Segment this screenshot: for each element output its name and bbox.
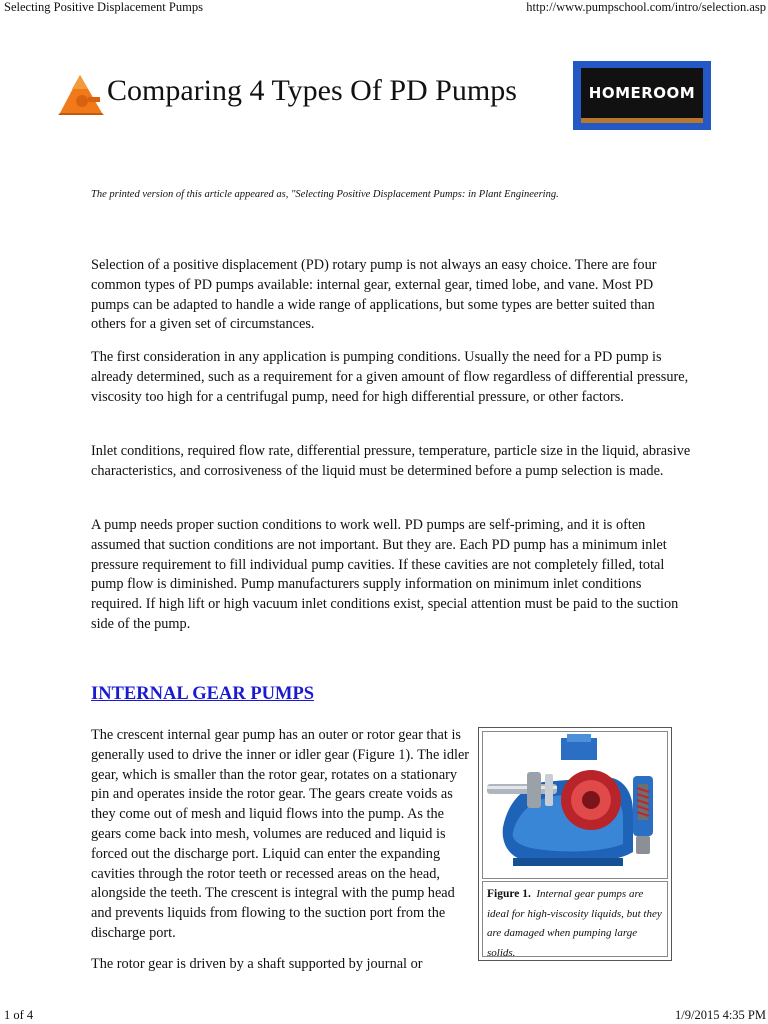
page-header-title: Selecting Positive Displacement Pumps [4, 0, 203, 14]
conditions-paragraph: The first consideration in any application is pumping conditions. Usually the need for a PD pump is already determined, such as a requirement for a given amount of flow regardless of differential pressure, viscosity too high for a centrifugal pump, need for high differential pressure, or other factors. [91, 349, 689, 405]
print-timestamp: 1/9/2015 4:35 PM [675, 1008, 766, 1022]
page-counter: 1 of 4 [4, 1008, 34, 1022]
page-header-url: http://www.pumpschool.com/intro/selection.asp [526, 0, 766, 14]
section-heading-link[interactable]: INTERNAL GEAR PUMPS [91, 684, 315, 704]
figure-image [482, 731, 668, 879]
chalkboard [581, 68, 703, 123]
figure-label: Figure 1. [487, 888, 531, 900]
figure-caption [482, 881, 668, 957]
internal-gear-pump-cutaway-icon [483, 732, 667, 878]
figure-caption-text: Internal gear pumps are ideal for high-viscosity liquids, but they are damaged when pumping large solids. [487, 888, 662, 959]
figure-1 [478, 727, 672, 961]
print-note: The printed version of this article appeared as, "Selecting Positive Displacement Pumps: in Plant Engineering. [91, 189, 559, 200]
homeroom-badge[interactable] [573, 61, 711, 130]
page-title: Comparing 4 Types Of PD Pumps [107, 74, 517, 107]
intro-paragraph: Selection of a positive displacement (PD) rotary pump is not always an easy choice. There are four common types of PD pumps available: internal gear, external gear, timed lobe, and vane. Most PD pumps can be adapted to handle a wide range of applications, but some types are better suited than others for a given set of circumstances. [91, 257, 657, 333]
rotor-gear-paragraph: The rotor gear is driven by a shaft supported by journal or [91, 956, 423, 972]
internal-gear-paragraph: The crescent internal gear pump has an outer or rotor gear that is generally used to drive the inner or idler gear (Figure 1). The idler gear, which is smaller than the rotor gear, rotates on a stationary pin and operates inside the rotor gear. The gears create voids as they come out of mesh and liquid flows into the pump. As the gears come back into mesh, volumes are reduced and liquid is forced out the discharge port. Liquid can enter the expanding cavities through the rotor teeth or recessed areas on the head, alongside the teeth. The crescent is integral with the pump head and prevents liquids from flowing to the suction port from the discharge port. [91, 727, 470, 941]
orange-pump-logo-icon [58, 73, 106, 115]
suction-paragraph: A pump needs proper suction conditions to work well. PD pumps are self-priming, and it is often assumed that suction conditions are not important. But they are. Each PD pump has a minimum inlet pressure requirement to fill individual pump cavities. If these cavities are not completely filled, total pump flow is diminished. Pump manufacturers supply information on minimum inlet conditions required. If high lift or high vacuum inlet conditions exist, special attention must be paid to the suction side of the pump. [91, 517, 679, 632]
inlet-paragraph: Inlet conditions, required flow rate, differential pressure, temperature, particle size in the liquid, abrasive characteristics, and corrosiveness of the liquid must be determined before a pump selection is made. [91, 443, 691, 479]
homeroom-label: HOMEROOM [588, 84, 696, 102]
